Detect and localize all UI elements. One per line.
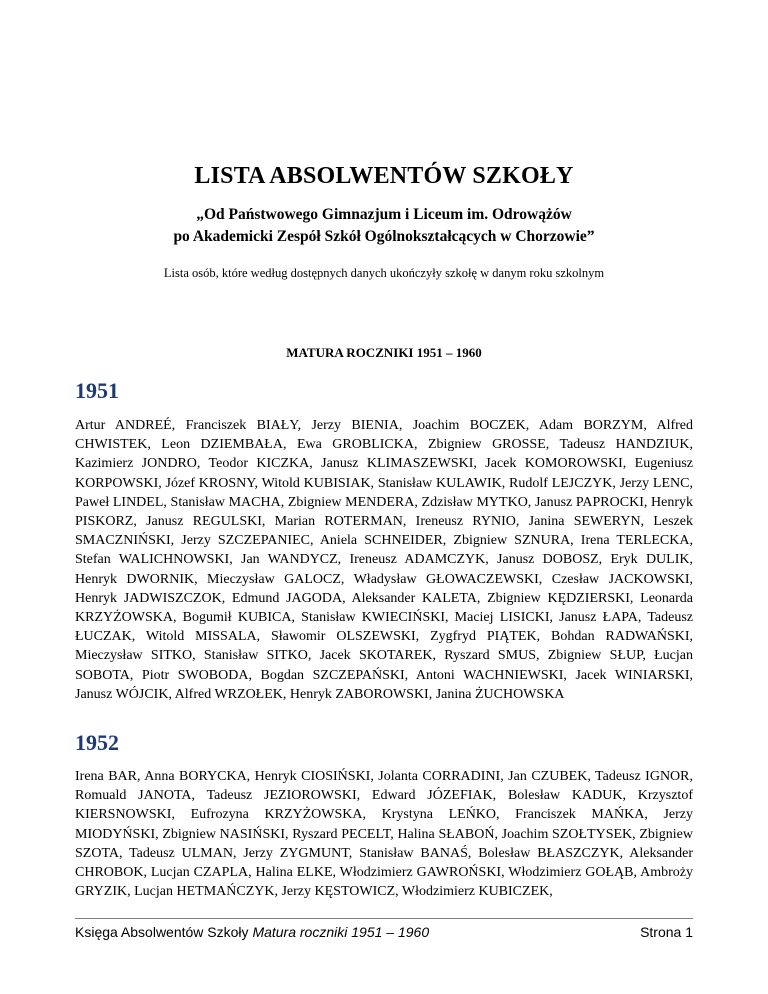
footer-book-title: Księga Absolwentów Szkoły bbox=[75, 924, 249, 940]
section-heading: MATURA ROCZNIKI 1951 – 1960 bbox=[286, 345, 482, 360]
subtitle-line-2: po Akademicki Zespół Szkół Ogólnokształcących w Chorzowie” bbox=[173, 228, 595, 245]
graduates-list-1951: Artur ANDREÉ, Franciszek BIAŁY, Jerzy BIENIA, Joachim BOCZEK, Adam BORZYM, Alfred CHWISTEK, Leon DZIEMBAŁA, Ewa GROBLICKA, Zbigniew GROSSE, Tadeusz HANDZIUK, Kazimierz JONDRO, Teodor KICZKA, Janusz KLIMASZEWSKI, Jacek KOMOROWSKI, Eugeniusz KORPOWSKI, Józef KROSNY, Witold KUBISIAK, Stanisław KULAWIK, Rudolf LEJCZYK, Jerzy LENC, Paweł LINDEL, Stanisław MACHA, Zbigniew MENDERA, Zdzisław MYTKO, Janusz PAPROCKI, Henryk PISKORZ, Janusz REGULSKI, Marian ROTERMAN, Ireneusz RYNIO, Janina SEWERYN, Leszek SMACZNIŃSKI, Jerzy SZCZEPANIEC, Aniela SCHNEIDER, Zbigniew SZNURA, Irena TERLECKA, Stefan WALICHNOWSKI, Jan WANDYCZ, Ireneusz ADAMCZYK, Janusz DOBOSZ, Eryk DULIK, Henryk DWORNIK, Mieczysław GALOCZ, Władysław GŁOWACZEWSKI, Czesław JACKOWSKI, Henryk JADWISZCZOK, Edmund JAGODA, Aleksander KALETA, Zbigniew KĘDZIERSKI, Leonarda KRZYŻOWSKA, Bogumił KUBICA, Stanisław KWIECIŃSKI, Maciej LISICKI, Janusz ŁAPA, Tadeusz ŁUCZAK, Witold MISSALA, Sławomir OLSZEWSKI, Zygfryd PIĄTEK, Bohdan RADWAŃSKI, Mieczysław SITKO, Stanisław SITKO, Jacek SKOTAREK, Ryszard SMUS, Zbigniew SŁUP, Łucjan SOBOTA, Piotr SWOBODA, Bogdan SZCZEPAŃSKI, Antoni WACHNIEWSKI, Jacek WINIARSKI, Janusz WÓJCIK, Alfred WRZOŁEK, Henryk ZABOROWSKI, Janina ŻUCHOWSKA bbox=[75, 418, 693, 702]
page-number: Strona 1 bbox=[640, 924, 693, 940]
document-title: LISTA ABSOLWENTÓW SZKOŁY bbox=[194, 163, 574, 189]
year-heading-1951: 1951 bbox=[75, 378, 119, 403]
document-note: Lista osób, które według dostępnych danych ukończyły szkołę w danym roku szkolnym bbox=[163, 266, 605, 280]
footer-divider bbox=[75, 918, 693, 919]
year-heading-1952: 1952 bbox=[75, 730, 119, 755]
subtitle-line-1: „Od Państwowego Gimnazjum i Liceum im. Odrowążów bbox=[196, 206, 572, 223]
document-subtitle bbox=[0, 204, 768, 248]
footer-title bbox=[75, 924, 429, 940]
graduates-list-1952: Irena BAR, Anna BORYCKA, Henryk CIOSIŃSKI, Jolanta CORRADINI, Jan CZUBEK, Tadeusz IGNOR, Romuald JANOTA, Tadeusz JEZIOROWSKI, Edward JÓZEFIAK, Bolesław KADUK, Krzysztof KIERSNOWSKI, Eufrozyna KRZYŻOWSKA, Krystyna LEŃKO, Franciszek MAŃKA, Jerzy MIODYŃSKI, Zbigniew NASIŃSKI, Ryszard PECELT, Halina SŁABOŃ, Joachim SZOŁTYSEK, Zbigniew SZOTA, Tadeusz ULMAN, Jerzy ZYGMUNT, Stanisław BANAŚ, Bolesław BŁASZCZYK, Aleksander CHROBOK, Lucjan CZAPLA, Halina ELKE, Włodzimierz GAWROŃSKI, Włodzimierz GOŁĄB, Ambroży GRYZIK, Lucjan HETMAŃCZYK, Jerzy KĘSTOWICZ, Włodzimierz KUBICZEK, bbox=[75, 769, 693, 900]
footer-subtitle: Matura roczniki 1951 – 1960 bbox=[252, 924, 430, 940]
